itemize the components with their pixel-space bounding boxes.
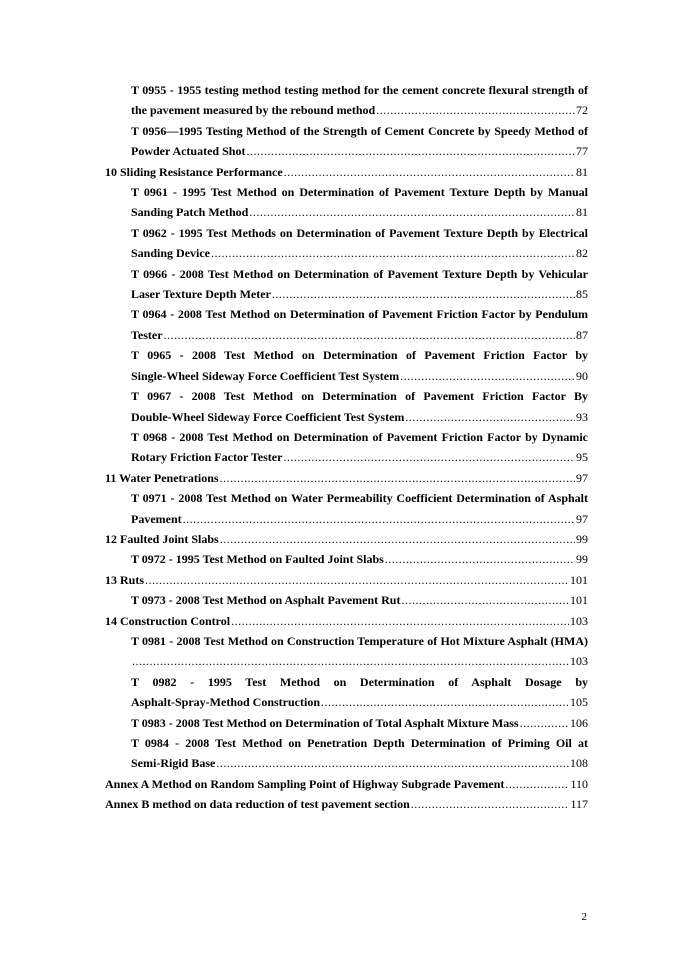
toc-entry-page: 103 — [570, 613, 588, 628]
dot-leader — [211, 243, 575, 263]
dot-leader — [231, 611, 569, 631]
toc-entry[interactable] — [105, 386, 588, 427]
toc-entry-page: 101 — [570, 572, 588, 587]
toc-entry-page: 90 — [576, 368, 588, 383]
toc-entry[interactable] — [105, 488, 588, 529]
toc-entry-title-line: Annex B method on data reduction of test pavement section — [105, 797, 410, 812]
dot-leader — [132, 651, 569, 671]
toc-entry-title-line: 13 Ruts — [105, 572, 145, 587]
toc-entry-title-line: Semi-Rigid Base — [131, 756, 216, 771]
toc-entry[interactable] — [105, 794, 588, 814]
toc-entry[interactable] — [105, 733, 588, 774]
toc-entry-title-line: T 0962 - 1995 Test Methods on Determination of Pavement Texture Depth by Electrical — [131, 225, 588, 240]
toc-entry-page: 85 — [576, 287, 588, 302]
toc-entry-title-line: T 0965 - 2008 Test Method on Determination of Pavement Friction Factor by — [131, 348, 588, 363]
toc-entry[interactable] — [105, 121, 588, 162]
toc-entry-title-line: T 0961 - 1995 Test Method on Determination of Pavement Texture Depth by Manual — [131, 185, 588, 200]
toc-entry-page: 87 — [576, 327, 588, 342]
toc-entry[interactable] — [105, 80, 588, 121]
toc-entry-page: 105 — [570, 695, 588, 710]
toc-entry-page: 117 — [570, 797, 588, 812]
toc-entry[interactable] — [105, 570, 588, 590]
toc-entry-title-line: T 0984 - 2008 Test Method on Penetration Depth Determination of Priming Oil at — [131, 736, 588, 750]
dot-leader — [505, 774, 569, 794]
toc-entry-title-line: T 0973 - 2008 Test Method on Asphalt Pavement Rut — [131, 593, 401, 608]
toc-entry-page: 99 — [576, 552, 588, 567]
toc-entry-title-line: Tester — [131, 327, 163, 342]
toc-entry-title-line: T 0981 - 2008 Test Method on Construction Temperature of Hot Mixture Asphalt (HMA) — [131, 633, 588, 648]
toc-entry-page: 97 — [576, 470, 588, 485]
toc-entry-page: 72 — [576, 103, 588, 118]
toc-entry-title-line: 12 Faulted Joint Slabs — [105, 531, 219, 546]
toc-entry[interactable] — [105, 713, 588, 733]
table-of-contents — [105, 80, 588, 815]
toc-entry-title-line: 10 Sliding Resistance Performance — [105, 164, 283, 179]
dot-leader — [164, 325, 575, 345]
toc-entry-title-line: Laser Texture Depth Meter — [131, 287, 271, 302]
toc-entry-page: 93 — [576, 409, 588, 424]
toc-entry-title-line: Single-Wheel Sideway Force Coefficient Test System — [131, 368, 400, 383]
dot-leader — [401, 590, 569, 610]
toc-entry[interactable] — [105, 631, 588, 672]
toc-entry-title-line: T 0956—1995 Testing Method of the Strength of Cement Concrete by Speedy Method of — [131, 123, 588, 138]
toc-entry-page: 77 — [576, 144, 588, 159]
toc-entry-title-line: T 0955 - 1955 testing method testing method for the cement concrete flexural strength of — [131, 83, 588, 97]
toc-entry-title-line: T 0983 - 2008 Test Method on Determination of Total Asphalt Mixture Mass — [131, 715, 519, 730]
toc-entry-title-line: Asphalt-Spray-Method Construction — [131, 695, 321, 710]
toc-entry-title-line: Double-Wheel Sideway Force Coefficient Test System — [131, 409, 405, 424]
toc-entry-title-line: 14 Construction Control — [105, 613, 231, 628]
toc-entry[interactable] — [105, 427, 588, 468]
dot-leader — [283, 447, 575, 467]
dot-leader — [385, 549, 575, 569]
toc-entry-title-line: 11 Water Penetrations — [105, 470, 219, 485]
dot-leader — [216, 753, 569, 773]
dot-leader — [520, 713, 569, 733]
toc-entry[interactable] — [105, 611, 588, 631]
toc-entry-page: 82 — [576, 246, 588, 261]
dot-leader — [400, 366, 575, 386]
toc-entry-title-line: Sanding Patch Method — [131, 205, 249, 220]
dot-leader — [405, 407, 575, 427]
toc-entry-title-line: Powder Actuated Shot — [131, 144, 246, 159]
toc-entry-page: 106 — [570, 715, 588, 730]
toc-entry-title-line: T 0964 - 2008 Test Method on Determination of Pavement Friction Factor by Pendulum — [131, 307, 588, 322]
toc-entry[interactable] — [105, 182, 588, 223]
toc-entry[interactable] — [105, 264, 588, 305]
toc-entry-title-line: the pavement measured by the rebound method — [131, 103, 376, 118]
page-number: 2 — [581, 911, 587, 923]
toc-entry-title-line: T 0966 - 2008 Test Method on Determination of Pavement Texture Depth by Vehicular — [131, 266, 588, 281]
toc-entry-title-line: Sanding Device — [131, 246, 211, 261]
dot-leader — [246, 141, 575, 161]
dot-leader — [284, 162, 575, 182]
dot-leader — [145, 570, 569, 590]
toc-entry-page: 110 — [570, 776, 588, 791]
toc-entry[interactable] — [105, 468, 588, 488]
toc-entry-title-line: T 0982 - 1995 Test Method on Determination of Asphalt Dosage by — [131, 674, 588, 689]
dot-leader — [183, 509, 575, 529]
toc-entry[interactable] — [105, 672, 588, 713]
toc-entry[interactable] — [105, 223, 588, 264]
toc-entry[interactable] — [105, 162, 588, 182]
dot-leader — [321, 692, 569, 712]
toc-entry[interactable] — [105, 549, 588, 569]
toc-entry-page: 95 — [576, 450, 588, 465]
toc-entry[interactable] — [105, 774, 588, 794]
toc-entry-title-line: Rotary Friction Factor Tester — [131, 450, 283, 465]
toc-entry[interactable] — [105, 345, 588, 386]
toc-entry-page: 103 — [570, 654, 588, 669]
toc-entry[interactable] — [105, 529, 588, 549]
toc-entry-title-line: Pavement — [131, 511, 182, 526]
dot-leader — [249, 202, 575, 222]
dot-leader — [272, 284, 575, 304]
toc-entry-page: 99 — [576, 531, 588, 546]
toc-entry-page: 101 — [570, 593, 588, 608]
toc-entry[interactable] — [105, 590, 588, 610]
toc-entry-page: 108 — [570, 756, 588, 771]
dot-leader — [220, 468, 575, 488]
toc-entry-title-line: T 0971 - 2008 Test Method on Water Permeability Coefficient Determination of Asphalt — [131, 491, 588, 506]
toc-entry-page: 81 — [576, 164, 588, 179]
toc-entry-title-line: T 0967 - 2008 Test Method on Determination of Pavement Friction Factor By — [131, 389, 588, 404]
toc-entry-page: 81 — [576, 205, 588, 220]
toc-entry-page: 97 — [576, 511, 588, 526]
toc-entry-title-line: T 0968 - 2008 Test Method on Determination of Pavement Friction Factor by Dynamic — [131, 429, 588, 444]
toc-entry-title-line: T 0972 - 1995 Test Method on Faulted Joint Slabs — [131, 552, 384, 567]
toc-entry-title-line: Annex A Method on Random Sampling Point of Highway Subgrade Pavement — [105, 776, 505, 791]
dot-leader — [376, 100, 575, 120]
dot-leader — [220, 529, 575, 549]
dot-leader — [411, 794, 570, 814]
toc-entry[interactable] — [105, 304, 588, 345]
